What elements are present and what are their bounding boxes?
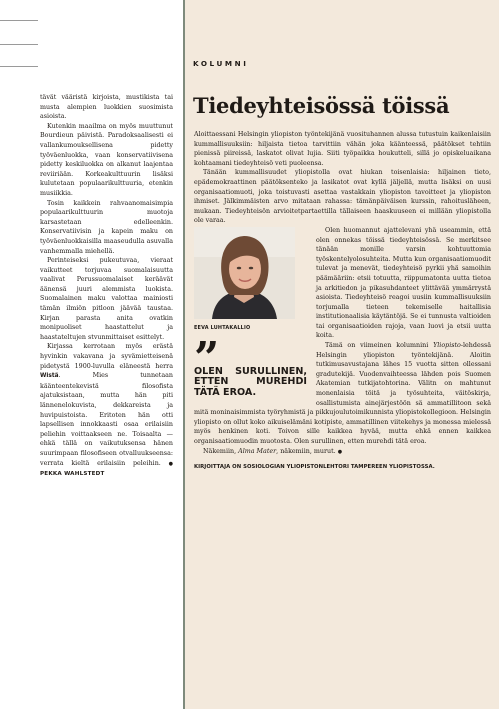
article-headline: Tiedeyhteisössä töissä [193, 93, 450, 118]
end-mark: ● [168, 460, 173, 467]
pull-quote: OLEN SURULLINEN, ETTEN MUREHDI TÄTÄ EROA. [194, 365, 307, 398]
author-footer-note: KIRJOITTAJA ON SOSIOLOGIAN YLIOPISTONLEHTORI TAMPEREEN YLIOPISTOSSA. [194, 464, 435, 471]
left-paragraph [40, 342, 173, 479]
end-mark: ● [337, 448, 343, 455]
previous-article-text [40, 93, 173, 480]
body-paragraph-text: -lehdessä Helsingin yliopiston työntekijänä. [316, 342, 491, 359]
body-paragraph-text: , näkemiin, murut. [276, 447, 336, 455]
body-paragraph: Olen huomannut ajattelevani yhä useammin, että olen onnekas töissä tiedeyhteisössä. Se merkitsee tänään monille varsin kohtuuttomia työskentelyolosuhteita. Mutta kun organisaatiomuodit tulevat ja menevät, tiedeyhteisö pyrkii yhä samoihin päämääriin: etsii totuutta, riippumatonta uutta tietoa ja arkitiedon ja pikasuhdanteet ylittävää ymmärrystä asioista. Tiedeyhteisö reagoi uusiin kummallisuuksiin torjumalla tieteen tekemiselle haitallisia institutionaalisia käytäntöjä. Se ei tunnusta valtioiden tai organisaatioiden rajoja, vaan luovi ja etsii uutta koita. [316, 226, 491, 340]
quote-mark-icon: ” [194, 332, 218, 384]
cut-line [0, 66, 38, 67]
cut-line [0, 20, 38, 21]
column-article [185, 0, 499, 709]
body-paragraph: Tänään kummallisuudet yliopistolla ovat hiukan toisenlaisia: hiljainen tieto, epädemokraattinen päätöksenteko ja lasikatot ovat kyllä jäljellä, mutta lisäksi on uusi organisaatiomuoti, joka toistuvasti asettaa vastakkain yliopiston tavoitteet ja yliopiston ihmiset. Jälkimmäisten arvo mitataan rahassa: tämänpäiväisen kurssin, rahoitusläheen, mukaan. Tiedeyhteisön arvioitetpartaettilla tällaiseen haaskuuseen ei millään yliopistolla ole varaa. [194, 169, 491, 225]
author-sidebar [194, 227, 307, 405]
left-paragraph-text: Kirjassa kerrotaan myös erästä hyvinkin vakavana ja syvämietteisenä pidetystä 1900-luvulla eläneestä herra [40, 343, 173, 370]
author-portrait-image [194, 227, 295, 319]
author-signoff: PEKKA WAHLSTEDT [40, 471, 105, 478]
body-paragraph [194, 447, 491, 458]
wista-name: Wistä [40, 373, 59, 380]
left-paragraph: Tosin kaikkein rahvaanomaisimpia populaarikulttuurin muotoja karsastetaan edelleenkin. Konservatiivisin ja kapein maku on työväenluokkaisilla maaseudulla asuvalla vanhemmalla miehellä. [40, 199, 173, 255]
body-paragraph-text: Aloitin tutkimusavustajana lähes 15 vuotta sitten ollessani gradutekijä. Vuodenvaihteessa lähden pois Suomen Akatemian tutkijatohtorina. Välitn on mahtunut monenlaisia töitä ja työsuhteita, väitöskirja, osallistumista ainejärjestöön sä ammatillitoon sekä mitä moninaisimmista työryhmistä ja pikkujoulutoimikunnista yliopistokollegioon. Helsingin yliopisto on ollut koko aikuiselämäni kotipiste, ammatillinen viitekehys ja monessa mielessä myös henkinen koti. Toivon sille kaikkea hyvää, mutta ehkä ennen kaikkea organisaatiomuodin muotosta. Olen surullinen, etten murehdi tätä eroa. [194, 351, 491, 445]
alma-mater: Alma Mater [238, 447, 277, 455]
author-photo [194, 227, 295, 319]
left-paragraph: Perinteiseksi pukeutuvaa, vieraat vaikutteet torjuvaa suomalaisuutta vaalivat Perussuomalaiset keräävät äänensä juuri alemmista luokista. Suomalainen maku valottaa mainiosti tämän ilmiön pitloon jäävää taustaa. Kirjan parasta anita ovatkin monipuoliset haastattelut ja haastateltujen stvunmittaiset esittelyt. [40, 257, 173, 341]
body-paragraph-text: Näkemiin, [203, 447, 239, 455]
previous-article-column [0, 0, 183, 709]
magazine-name: Yliopisto [433, 342, 461, 350]
section-label: KOLUMNI [193, 59, 249, 68]
left-paragraph: tävät vääristä kirjoista, mustikista tai musta alempien luokkien suosimista asioista. [40, 94, 173, 121]
photo-caption: EEVA LUHTAKALLIO [194, 324, 251, 331]
body-paragraph-text: Tämä on viimeinen kolumnini [325, 342, 434, 350]
article-body [194, 130, 491, 473]
left-paragraph-continuation: . Mies tunnetaan käänteentekevistä filosofista ajatuksistaan, mutta hän piti lännenelokuvista, dekkareista ja huvipuistoista. Eritoten hän otti lapsellisen innokkaasti osaa erilaisiin peliehin voittaakseen ne. Toisaalta — ehkä tällä on vaikutuksensa hänen suurimpaan filosofiseen otvalluukseensa: verrata kieltä erilaisiin peleihin. [40, 372, 173, 467]
body-paragraph: Aloittaessani Helsingin yliopiston työntekijänä vuosituhannen alussa tutustuin kaikenlaisiin kummallisuuksiin: hiljaista tietoa tarvittiin vähän joka käänteessä, päätökset tehtiin pienissä piireissä, laskatot olivat lujia. Siiti työpaikka houkutteli, sillä jo opiskeluaikana kohtaamani tiedeyhteisö veti puoleensa. [194, 131, 491, 167]
cut-line [0, 44, 38, 45]
left-paragraph: Kutenkin maailma on myös muuttunut Bourdieun päivistä. Paradoksaalisesti ei vallankumouksellisena pidetty työväenluokka, vaan konservatiivisena pidetty keskiluokka on alkanut laajentaa reviiriään. Korkeakulttuurin lisäksi kulutetaan populaarikulttuuria, etenkin musiikkia. [40, 122, 173, 197]
